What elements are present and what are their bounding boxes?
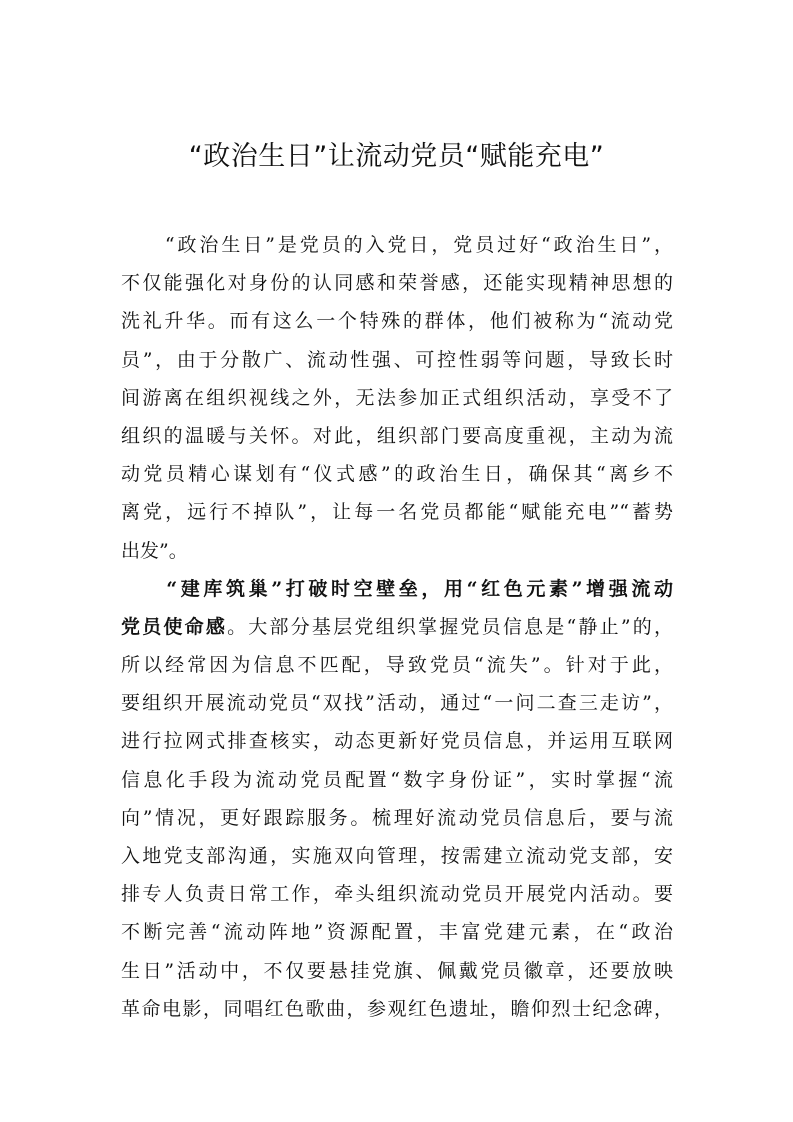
text-line: 信息化手段为流动党员配置“数字身份证”，实时掌握“流: [121, 768, 673, 791]
text-line: 洗礼升华。而有这么一个特殊的群体，他们被称为“流动党: [121, 310, 673, 333]
text-line: 向”情况，更好跟踪服务。梳理好流动党员信息后，要与流: [121, 806, 673, 829]
text-line: 组织的温暖与关怀。对此，组织部门要高度重视，主动为流: [121, 424, 673, 447]
text-line: 不仅能强化对身份的认同感和荣誉感，还能实现精神思想的: [121, 272, 673, 295]
text-line: 革命电影，同唱红色歌曲，参观红色遗址，瞻仰烈士纪念碑，: [121, 997, 673, 1020]
text-line: 动党员精心谋划有“仪式感”的政治生日，确保其“离乡不: [121, 463, 673, 486]
text-line: 入地党支部沟通，实施双向管理，按需建立流动党支部，安: [121, 845, 673, 867]
text-line-rest: 。大部分基层党组织掌握党员信息是“静止”的，: [227, 615, 673, 638]
paragraph-1: [121, 226, 673, 570]
text-line: 间游离在组织视线之外，无法参加正式组织活动，享受不了: [121, 386, 673, 409]
text-line: [121, 608, 673, 646]
paragraph-2: [121, 570, 673, 1028]
text-line: 进行拉网式排查核实，动态更新好党员信息，并运用互联网: [121, 730, 673, 753]
text-line: 离党，远行不掉队”，让每一名党员都能“赋能充电”“蓄势: [121, 501, 673, 524]
text-line: 员”，由于分散广、流动性强、可控性弱等问题，导致长时: [121, 348, 673, 371]
text-line: 不断完善“流动阵地”资源配置，丰富党建元素，在“政治: [121, 921, 673, 944]
paragraph-heading: “建库筑巢”打破时空壁垒，用“红色元素”增强流动: [121, 577, 673, 600]
text-line: 所以经常因为信息不匹配，导致党员“流失”。针对于此，: [121, 654, 673, 677]
text-line: 出发”。: [121, 539, 188, 562]
document-body: [121, 226, 673, 1028]
paragraph-heading-end: 党员使命感: [121, 615, 228, 638]
document-title: “政治生日”让流动党员“赋能充电”: [188, 141, 605, 172]
text-line: 排专人负责日常工作，牵头组织流动党员开展党内活动。要: [121, 883, 673, 906]
text-line: 要组织开展流动党员“双找”活动，通过“一问二查三走访”，: [121, 692, 673, 715]
text-line: “政治生日”是党员的入党日，党员过好“政治生日”，: [121, 234, 673, 256]
text-line: 生日”活动中，不仅要悬挂党旗、佩戴党员徽章，还要放映: [121, 959, 673, 982]
